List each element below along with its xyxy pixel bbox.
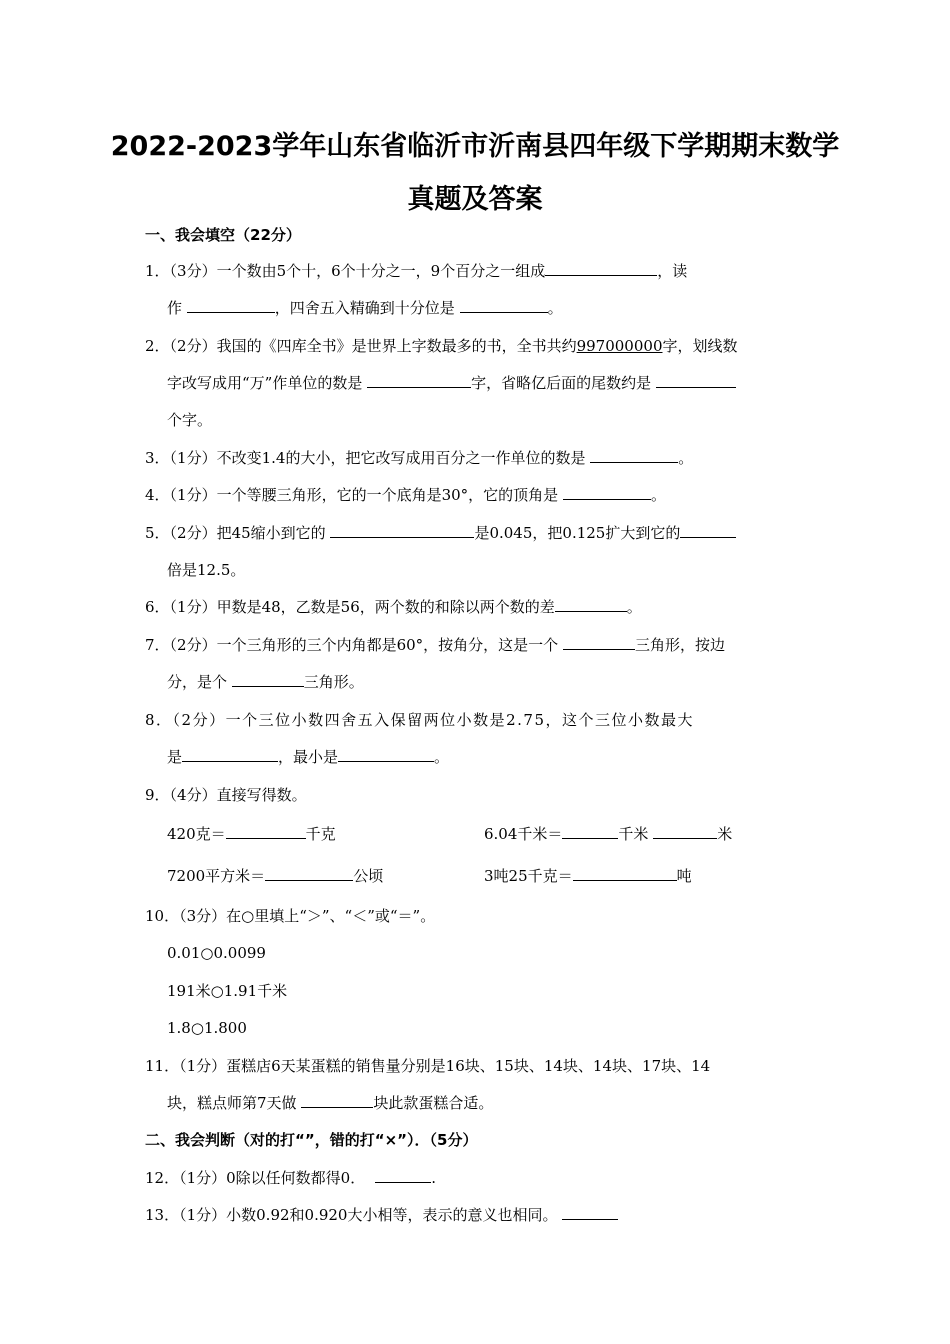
answer-blank[interactable] xyxy=(563,485,651,500)
question-text: 字改写成用“万”作单位的数是 xyxy=(167,374,368,392)
answer-blank[interactable] xyxy=(653,824,717,839)
section-heading-fill: 一、我会填空（22分） xyxy=(145,226,301,244)
question-text: 块，糕点师第7天做 xyxy=(167,1094,302,1112)
question-text: 11．（1分）蛋糕店6天某蛋糕的销售量分别是16块、15块、14块、14块、17块、14 xyxy=(145,1057,711,1075)
answer-blank[interactable] xyxy=(545,261,657,276)
question-text: 3吨25千克＝ xyxy=(484,867,573,885)
question-text: 字，省略亿后面的尾数约是 xyxy=(471,374,656,392)
answer-blank[interactable] xyxy=(563,635,635,650)
answer-blank[interactable] xyxy=(367,373,471,388)
q9-item-2 xyxy=(484,824,732,844)
answer-blank[interactable] xyxy=(375,1168,431,1183)
question-text: 倍是12.5。 xyxy=(167,561,246,579)
question-text: 三角形，按边 xyxy=(634,636,725,654)
question-text: 。 xyxy=(626,598,642,616)
answer-blank[interactable] xyxy=(330,523,474,538)
question-text: 13．（1分）小数0.92和0.920大小相等，表示的意义也相同。 xyxy=(145,1206,563,1224)
question-12 xyxy=(145,1168,436,1188)
answer-blank[interactable] xyxy=(226,824,306,839)
q9-item-3 xyxy=(167,866,383,886)
question-10 xyxy=(145,906,435,926)
exam-title-line1: 2022-2023学年山东省临沂市沂南县四年级下学期期末数学 xyxy=(110,131,840,162)
question-text: 分，是个 xyxy=(167,673,232,691)
question-text: 千米 xyxy=(618,825,654,843)
question-text: ，四舍五入精确到十分位是 xyxy=(274,299,460,317)
question-text: 6.04千米＝ xyxy=(484,825,563,843)
question-3 xyxy=(145,448,693,468)
question-1-cont xyxy=(167,298,563,318)
question-text: 6．（1分）甲数是48，乙数是56，两个数的和除以两个数的差 xyxy=(145,598,555,616)
question-text: 米 xyxy=(717,825,733,843)
question-9 xyxy=(145,785,307,805)
underlined-number: 997000000 xyxy=(576,337,663,355)
answer-blank[interactable] xyxy=(590,448,678,463)
compare-row[interactable]: 191米○1.91千米 xyxy=(167,982,288,1000)
question-text: 个字。 xyxy=(167,411,213,429)
question-5 xyxy=(145,523,736,543)
question-6 xyxy=(145,597,642,617)
question-8 xyxy=(145,710,694,730)
answer-blank[interactable] xyxy=(680,523,736,538)
question-text: 块此款蛋糕合适。 xyxy=(373,1094,494,1112)
question-text: 7．（2分）一个三角形的三个内角都是60°，按角分，这是一个 xyxy=(145,636,563,654)
question-11-cont xyxy=(167,1093,493,1113)
question-4 xyxy=(145,485,666,505)
answer-blank[interactable] xyxy=(338,747,434,762)
question-text: 4．（1分）一个等腰三角形，它的一个底角是30°，它的顶角是 xyxy=(145,486,563,504)
question-text: . xyxy=(431,1169,436,1187)
exam-title-line2: 真题及答案 xyxy=(407,184,543,215)
compare-row[interactable]: 0.01○0.0099 xyxy=(167,944,266,962)
answer-blank[interactable] xyxy=(656,373,736,388)
answer-blank[interactable] xyxy=(265,866,353,881)
answer-blank[interactable] xyxy=(562,824,618,839)
question-text: 5．（2分）把45缩小到它的 xyxy=(145,524,331,542)
question-text: 1．（3分）一个数由5个十，6个十分之一，9个百分之一组成 xyxy=(145,262,546,280)
question-text: 三角形。 xyxy=(303,673,364,691)
question-text: 7200平方米＝ xyxy=(167,867,266,885)
question-text: 千克 xyxy=(305,825,336,843)
question-text: 。 xyxy=(434,748,450,766)
question-text: 。 xyxy=(678,449,694,467)
question-text: 字，划线数 xyxy=(662,337,738,355)
question-5-cont xyxy=(167,560,245,580)
question-2-cont xyxy=(167,373,736,393)
question-text: 420克＝ xyxy=(167,825,226,843)
question-7-cont xyxy=(167,672,364,692)
question-text: 。 xyxy=(650,486,666,504)
question-text: 作 xyxy=(167,299,187,317)
question-7 xyxy=(145,635,725,655)
answer-blank[interactable] xyxy=(555,597,627,612)
question-text: 8．（2分）一个三位小数四舍五入保留两位小数是2.75，这个三位小数最大 xyxy=(145,711,694,729)
compare-row[interactable]: 1.8○1.800 xyxy=(167,1019,247,1037)
answer-blank[interactable] xyxy=(562,1205,618,1220)
question-text: 是0.045，把0.125扩大到它的 xyxy=(474,524,681,542)
question-text: 3．（1分）不改变1.4的大小，把它改写成用百分之一作单位的数是 xyxy=(145,449,591,467)
answer-blank[interactable] xyxy=(460,298,548,313)
q9-item-1 xyxy=(167,824,336,844)
question-text: ，读 xyxy=(657,262,688,280)
question-1 xyxy=(145,261,687,281)
q9-item-4 xyxy=(484,866,692,886)
question-2 xyxy=(145,336,738,356)
question-text: 。 xyxy=(547,299,563,317)
question-text: 公顷 xyxy=(353,867,384,885)
question-11 xyxy=(145,1056,710,1076)
question-text: 2．（2分）我国的《四库全书》是世界上字数最多的书，全书共约 xyxy=(145,337,577,355)
question-text: 9．（4分）直接写得数。 xyxy=(145,786,307,804)
answer-blank[interactable] xyxy=(182,747,278,762)
answer-blank[interactable] xyxy=(187,298,275,313)
question-text: ，最小是 xyxy=(278,748,339,766)
section-heading-judge: 二、我会判断（对的打“”，错的打“×”）．（5分） xyxy=(145,1131,478,1149)
question-text: 吨 xyxy=(676,867,692,885)
question-text: 12．（1分）0除以任何数都得0． xyxy=(145,1169,366,1187)
answer-blank[interactable] xyxy=(301,1093,373,1108)
question-8-cont xyxy=(167,747,449,767)
question-text: 10．（3分）在○里填上“＞”、“＜”或“＝”。 xyxy=(145,907,436,925)
answer-blank[interactable] xyxy=(232,672,304,687)
answer-blank[interactable] xyxy=(573,866,677,881)
question-2-cont2 xyxy=(167,410,212,430)
question-13 xyxy=(145,1205,618,1225)
question-text: 是 xyxy=(167,748,183,766)
